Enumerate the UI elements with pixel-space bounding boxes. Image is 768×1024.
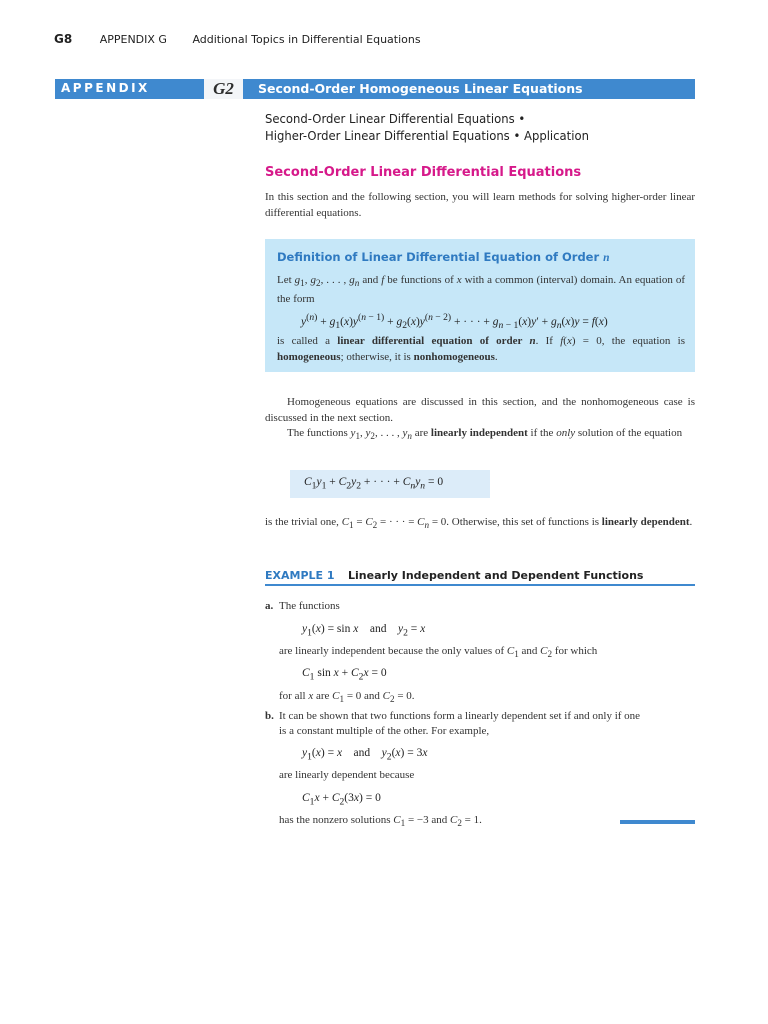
- example-header: [265, 569, 643, 582]
- part-b-conclusion: has the nonzero solutions $C_1 = -3$ and $C_2 = 1$.: [279, 814, 482, 829]
- boxed-equation: $C_1y_1 + C_2y_2$ + · · · + $C_ny_n = 0$: [290, 470, 490, 498]
- running-header: [54, 32, 421, 46]
- part-a-equation-2: $C_1$ $\sin x + C_2x = 0$: [302, 667, 387, 683]
- example-label: EXAMPLE 1: [265, 569, 335, 582]
- overview-line: Higher-Order Linear Differential Equations • Application: [265, 127, 589, 143]
- example-rule: [265, 584, 695, 586]
- banner-title: Second-Order Homogeneous Linear Equations: [258, 81, 583, 96]
- part-b-text: are linearly dependent because: [279, 769, 415, 781]
- part-b-equation-1: $y_1(x) = x$ and $y_2(x) = 3x$: [302, 747, 428, 763]
- part-b-marker: b.: [265, 710, 274, 722]
- definition-title: Definition of Linear Differential Equation of Order n: [277, 250, 610, 264]
- part-a-marker: a.: [265, 600, 274, 612]
- overview-line: Second-Order Linear Differential Equations •: [265, 111, 526, 126]
- part-a-conclusion: for all x are $C_1 = 0$ and $C_2 = 0$.: [279, 690, 415, 705]
- part-a-equation-1: $y_1(x) = \sin x$ and $y_2 = x$: [302, 623, 426, 639]
- definition-equation: $y^{(n)} + g_1(x)y^{(n - 1)} + g_2(x)y^{(n - 2)}$ + · · · + $g_{n - 1}(x)y' + g_n(x)y = f(x)$: [301, 312, 608, 332]
- banner-label: APPENDIX: [61, 81, 150, 95]
- chapter-title: Additional Topics in Differential Equations: [192, 33, 421, 46]
- appendix-banner: [55, 79, 695, 99]
- homogeneous-text: Homogeneous equations are discussed in this section, and the nonhomogeneous case is discussed in the next section.: [265, 396, 695, 424]
- appendix-label: APPENDIX G: [99, 33, 167, 46]
- definition-box: [265, 239, 695, 372]
- page-number: G8: [54, 32, 73, 46]
- example-end-marker: [620, 820, 695, 824]
- independence-text: The functions $y_1$, $y_2$, . . . , $y_n$ are linearly independent if the only solution of the equation: [287, 427, 683, 442]
- part-a-text: are linearly independent because the only values of $C_1$ and $C_2$ for which: [279, 645, 598, 660]
- section-heading: Second-Order Linear Differential Equations: [265, 165, 582, 180]
- section-overview: [265, 111, 589, 144]
- definition-text: Let $g_1$, $g_2$, . . . , $g_n$ and f be functions of x with a common (interval) domain. An equation of the form: [277, 274, 686, 305]
- trivial-paragraph: is the trivial one, $C_1 = C_2$ = · · · = $C_n = 0$. Otherwise, this set of functions is linearly dependent.: [265, 516, 693, 531]
- homogeneous-paragraph: [265, 395, 695, 445]
- example-title: Linearly Independent and Dependent Functions: [348, 569, 644, 582]
- intro-paragraph: In this section and the following section, you will learn methods for solving higher-order linear differential equations.: [265, 191, 695, 219]
- part-b-equation-2: $C_1x + C_2(3x) = 0$: [302, 792, 381, 808]
- banner-number: G2: [204, 79, 243, 99]
- part-b-intro: b. It can be shown that two functions form a linearly dependent set if and only if one is a constant multiple of the other. For example,: [265, 710, 641, 737]
- part-a-intro: a. The functions: [265, 600, 340, 612]
- definition-text: is called a linear differential equation of order n. If f(x) = 0, the equation is homogeneous; otherwise, it is nonhomogeneous.: [277, 335, 685, 363]
